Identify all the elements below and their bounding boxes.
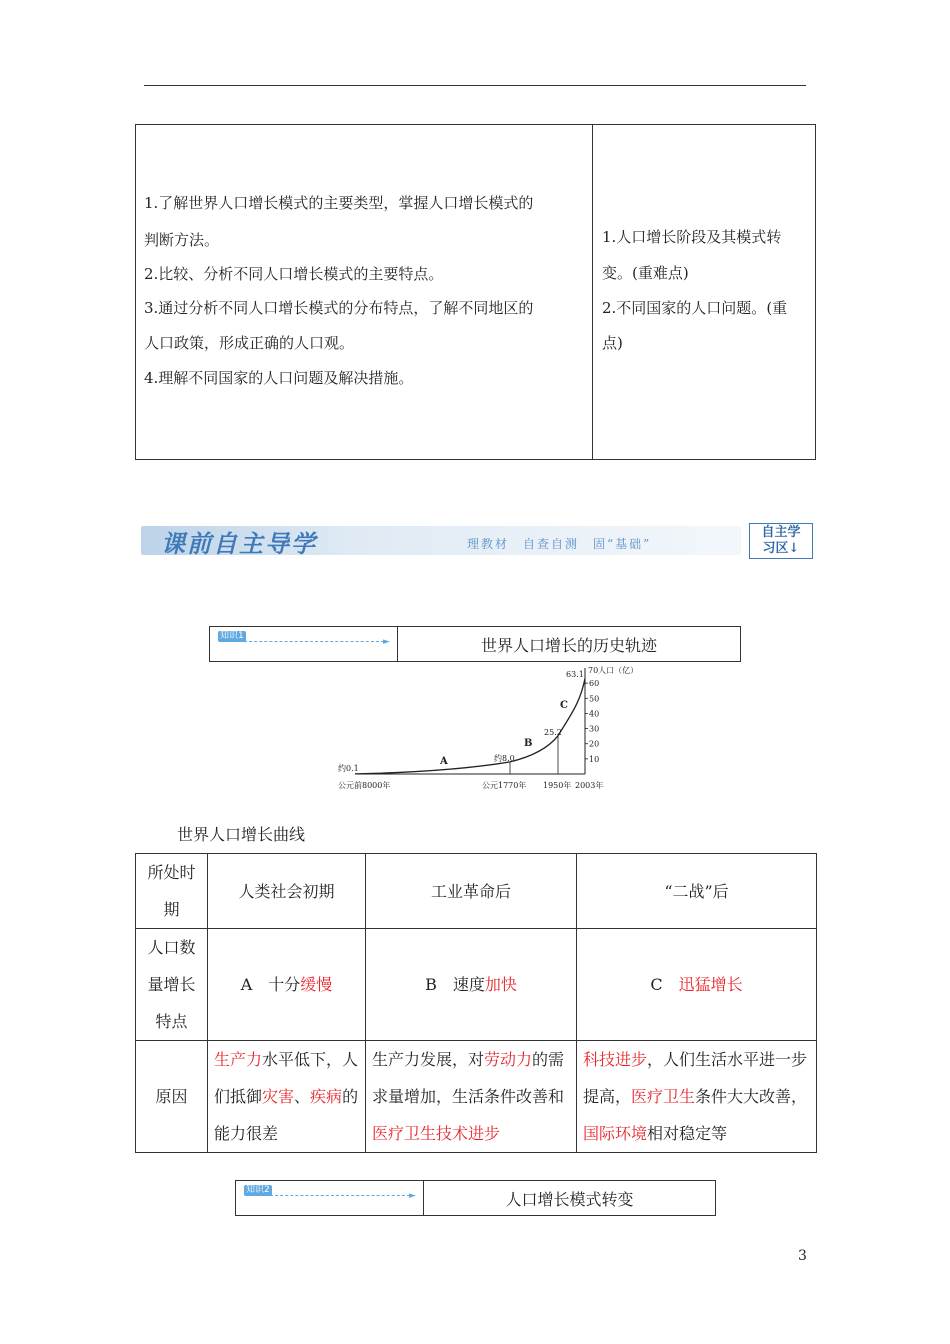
point-label-3: 63.1 [566, 670, 584, 679]
x-label-1: 公元1770年 [482, 781, 527, 790]
population-stages-table [135, 853, 817, 1153]
answer-slow: 缓慢 [300, 975, 333, 994]
answer: 国际环境 [583, 1124, 648, 1143]
text: 十分 [268, 975, 301, 994]
goal-line: 2.比较、分析不同人口增长模式的主要特点。 [144, 265, 444, 283]
knowledge-2-tag: 知识2 [246, 1185, 270, 1195]
goal-line: 4.理解不同国家的人口问题及解决措施。 [144, 369, 414, 387]
letter-a: A [240, 975, 253, 994]
characteristic-b [366, 929, 577, 1041]
y-axis-label: 70人口（亿） [588, 666, 639, 675]
knowledge-1-title: 世界人口增长的历史轨迹 [480, 635, 657, 655]
text: 条件大大改善， [695, 1087, 808, 1106]
x-label-3: 2003年 [575, 781, 604, 790]
objectives-table [135, 124, 816, 460]
text: ，人们生活水平进一步提高， [583, 1050, 808, 1106]
badge-line-2: 习区 [762, 541, 789, 556]
letter-b: B [425, 975, 437, 994]
header-cell-period: 所处时期 [136, 854, 208, 929]
y-tick-label: 40 [589, 709, 600, 719]
header-cell-industrial: 工业革命后 [366, 854, 577, 929]
answer: 生产力 [214, 1050, 263, 1069]
self-study-badge [749, 523, 813, 559]
table-row-causes [136, 1041, 817, 1153]
y-ticks [585, 679, 599, 764]
letter-c: C [650, 975, 663, 994]
x-label-0: 公元前8000年 [338, 781, 391, 790]
header-cell-early: 人类社会初期 [208, 854, 366, 929]
dashed-arrow-line [244, 641, 384, 642]
goal-line: 1.了解世界人口增长模式的主要类型，掌握人口增长模式的 [144, 194, 534, 212]
answer: 疾病 [310, 1087, 343, 1106]
segment-label-b: B [524, 738, 533, 749]
answer: 医疗卫生技术进步 [372, 1124, 501, 1143]
row-label-characteristics: 人口数量增长特点 [136, 929, 208, 1041]
arrow-right-icon: ► [409, 1191, 416, 1201]
knowledge-1-tag-cell [210, 627, 398, 661]
keypoint-line: 1.人口增长阶段及其模式转 [602, 228, 782, 246]
point-label-0: 约0.1 [338, 764, 359, 773]
text: 、 [294, 1087, 311, 1106]
keypoint-line: 2.不同国家的人口问题。(重 [602, 299, 788, 317]
badge-line-1: 自主学 [761, 525, 801, 540]
objectives-keypoints-cell [593, 125, 815, 459]
goal-line: 人口政策，形成正确的人口观。 [144, 334, 355, 352]
y-tick-label: 20 [589, 739, 600, 749]
section-banner [141, 520, 816, 561]
cause-postwar [577, 1041, 817, 1153]
y-tick-label: 60 [589, 679, 600, 689]
point-label-2: 25.2 [544, 728, 562, 737]
answer: 劳动力 [484, 1050, 533, 1069]
banner-subtitle: 理教材 自查自测 固“基础” [467, 537, 652, 551]
answer: 科技进步 [583, 1050, 648, 1069]
goal-line: 判断方法。 [144, 231, 220, 249]
y-tick-label: 30 [589, 724, 600, 734]
page-number: 3 [798, 1248, 807, 1264]
table-row-characteristics [136, 929, 817, 1041]
header-rule [144, 85, 806, 86]
cause-early [208, 1041, 366, 1153]
answer: 灾害 [262, 1087, 295, 1106]
goal-line: 3.通过分析不同人口增长模式的分布特点，了解不同地区的 [144, 299, 534, 317]
arrow-right-icon: ► [383, 637, 390, 647]
answer: 医疗卫生 [631, 1087, 696, 1106]
characteristic-c [577, 929, 817, 1041]
segment-label-c: C [560, 700, 568, 711]
y-tick-label: 10 [589, 754, 600, 764]
population-curve [355, 678, 585, 773]
knowledge-2-tag-cell [236, 1181, 424, 1215]
banner-title: 课前自主导学 [161, 529, 317, 558]
characteristic-a [208, 929, 366, 1041]
header-cell-postwar: “二战”后 [577, 854, 817, 929]
segment-label-a: A [440, 756, 448, 767]
row-label-causes: 原因 [136, 1041, 208, 1153]
x-label-2: 1950年 [543, 781, 572, 790]
table-row-header [136, 854, 817, 929]
knowledge-2-title: 人口增长模式转变 [505, 1189, 634, 1209]
point-label-1: 约8.0 [494, 754, 515, 763]
text: 的需求量增加，生活条件改善和 [372, 1050, 565, 1106]
text: 水平低下，人们抵御 [214, 1050, 359, 1106]
y-tick-label: 50 [589, 694, 600, 704]
text: 的能力很差 [214, 1087, 359, 1143]
answer-rapid: 迅猛增长 [678, 975, 743, 994]
objectives-goals-cell [136, 125, 593, 459]
dashed-arrow-line [270, 1195, 410, 1196]
knowledge-1-tag: 知识1 [220, 631, 244, 641]
text: 生产力发展，对 [372, 1050, 485, 1069]
cause-industrial [366, 1041, 577, 1153]
keypoint-line: 变。(重难点) [602, 264, 689, 282]
answer-faster: 加快 [484, 975, 517, 994]
chart-caption: 世界人口增长曲线 [177, 825, 306, 844]
text: 速度 [452, 975, 485, 994]
knowledge-2-header [235, 1180, 716, 1216]
down-arrow-icon: ↓ [788, 541, 800, 556]
knowledge-1-header [209, 626, 741, 662]
text: 相对稳定等 [647, 1124, 728, 1143]
population-growth-chart [330, 662, 640, 792]
keypoint-line: 点) [602, 334, 623, 352]
